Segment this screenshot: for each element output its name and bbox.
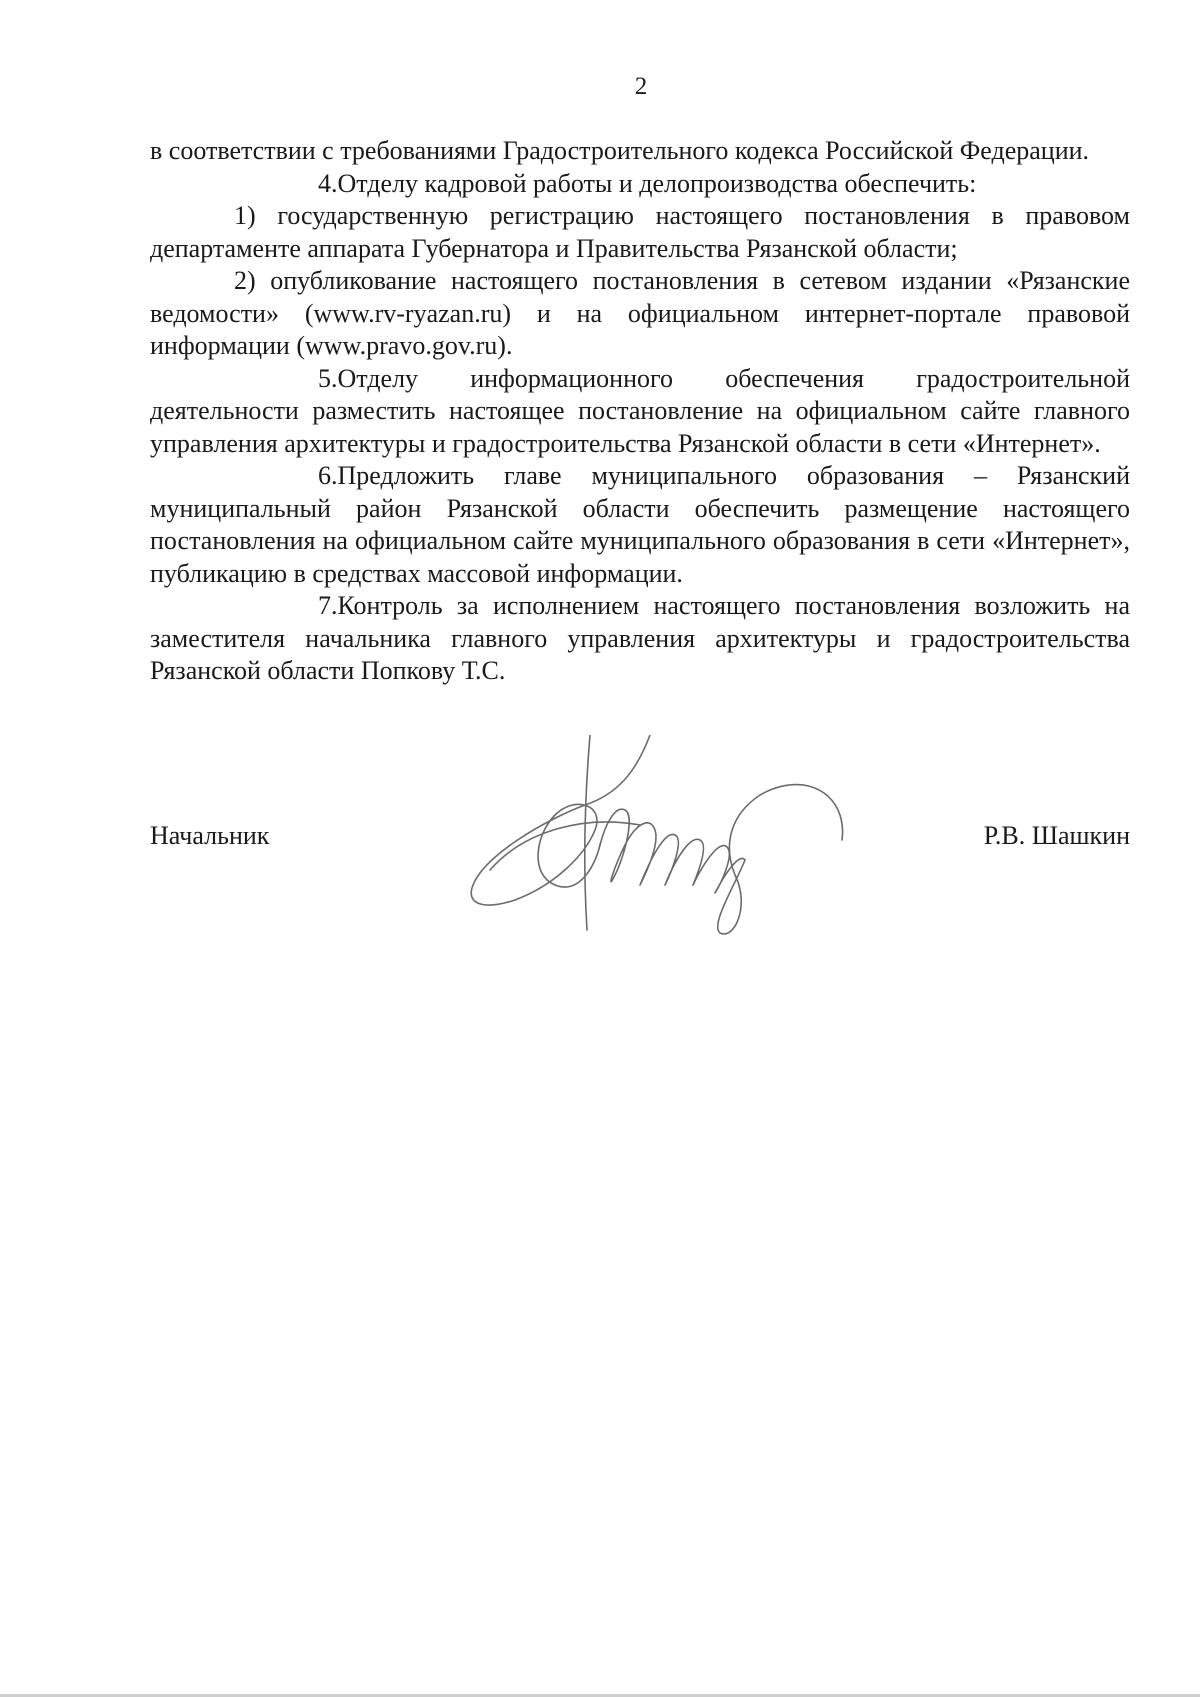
document-body	[150, 135, 1130, 688]
paragraph-text: 2) опубликование настоящего постановления в сетевом издании «Рязанские ведомости» (www.rv-ryazan.ru) и на официальном интернет-портале правовой информации (www.pravo.gov.ru).	[150, 266, 1130, 360]
paragraph-subitem-1	[150, 200, 1130, 265]
paragraph-number: 7.	[318, 591, 338, 620]
paragraph-text: Отделу кадровой работы и делопроизводства обеспечить:	[337, 168, 977, 198]
paragraph-number: 4.	[318, 168, 338, 198]
signatory-title: Начальник	[150, 821, 270, 850]
paragraph-text: в соответствии с требованиями Градостроительного кодекса Российской Федерации.	[150, 136, 1090, 165]
paragraph-item-7	[150, 590, 1130, 688]
paragraph-number: 5.	[318, 363, 338, 393]
paragraph-subitem-2	[150, 265, 1130, 363]
signatory-name: Р.В. Шашкин	[983, 821, 1130, 850]
paragraph-text: Контроль за исполнением настоящего постановления возложить на заместителя начальника главного управления архитектуры и градостроительства Рязанской области Попкову Т.С.	[150, 591, 1130, 685]
paragraph-item-4	[150, 168, 1130, 201]
handwritten-signature	[465, 735, 910, 935]
page-number: 2	[634, 73, 648, 100]
paragraph-text: Отделу информационного обеспечения градостроительной деятельности разместить настоящее постановление на официальном сайте главного управления архитектуры и градостроительства Рязанской области в сети «Интернет».	[150, 363, 1130, 458]
paragraph-continuation	[150, 135, 1130, 168]
paragraph-text: Предложить главе муниципального образования – Рязанский муниципальный район Рязанской области обеспечить размещение настоящего постановления на официальном сайте муниципального образования в сети «Интернет», публикацию в средствах массовой информации.	[150, 461, 1130, 588]
paragraph-item-5	[150, 363, 1130, 461]
paragraph-number: 6.	[318, 461, 338, 490]
paragraph-item-6	[150, 460, 1130, 590]
paragraph-text: 1) государственную регистрацию настоящего постановления в правовом департаменте аппарата Губернатора и Правительства Рязанской области;	[150, 201, 1130, 263]
